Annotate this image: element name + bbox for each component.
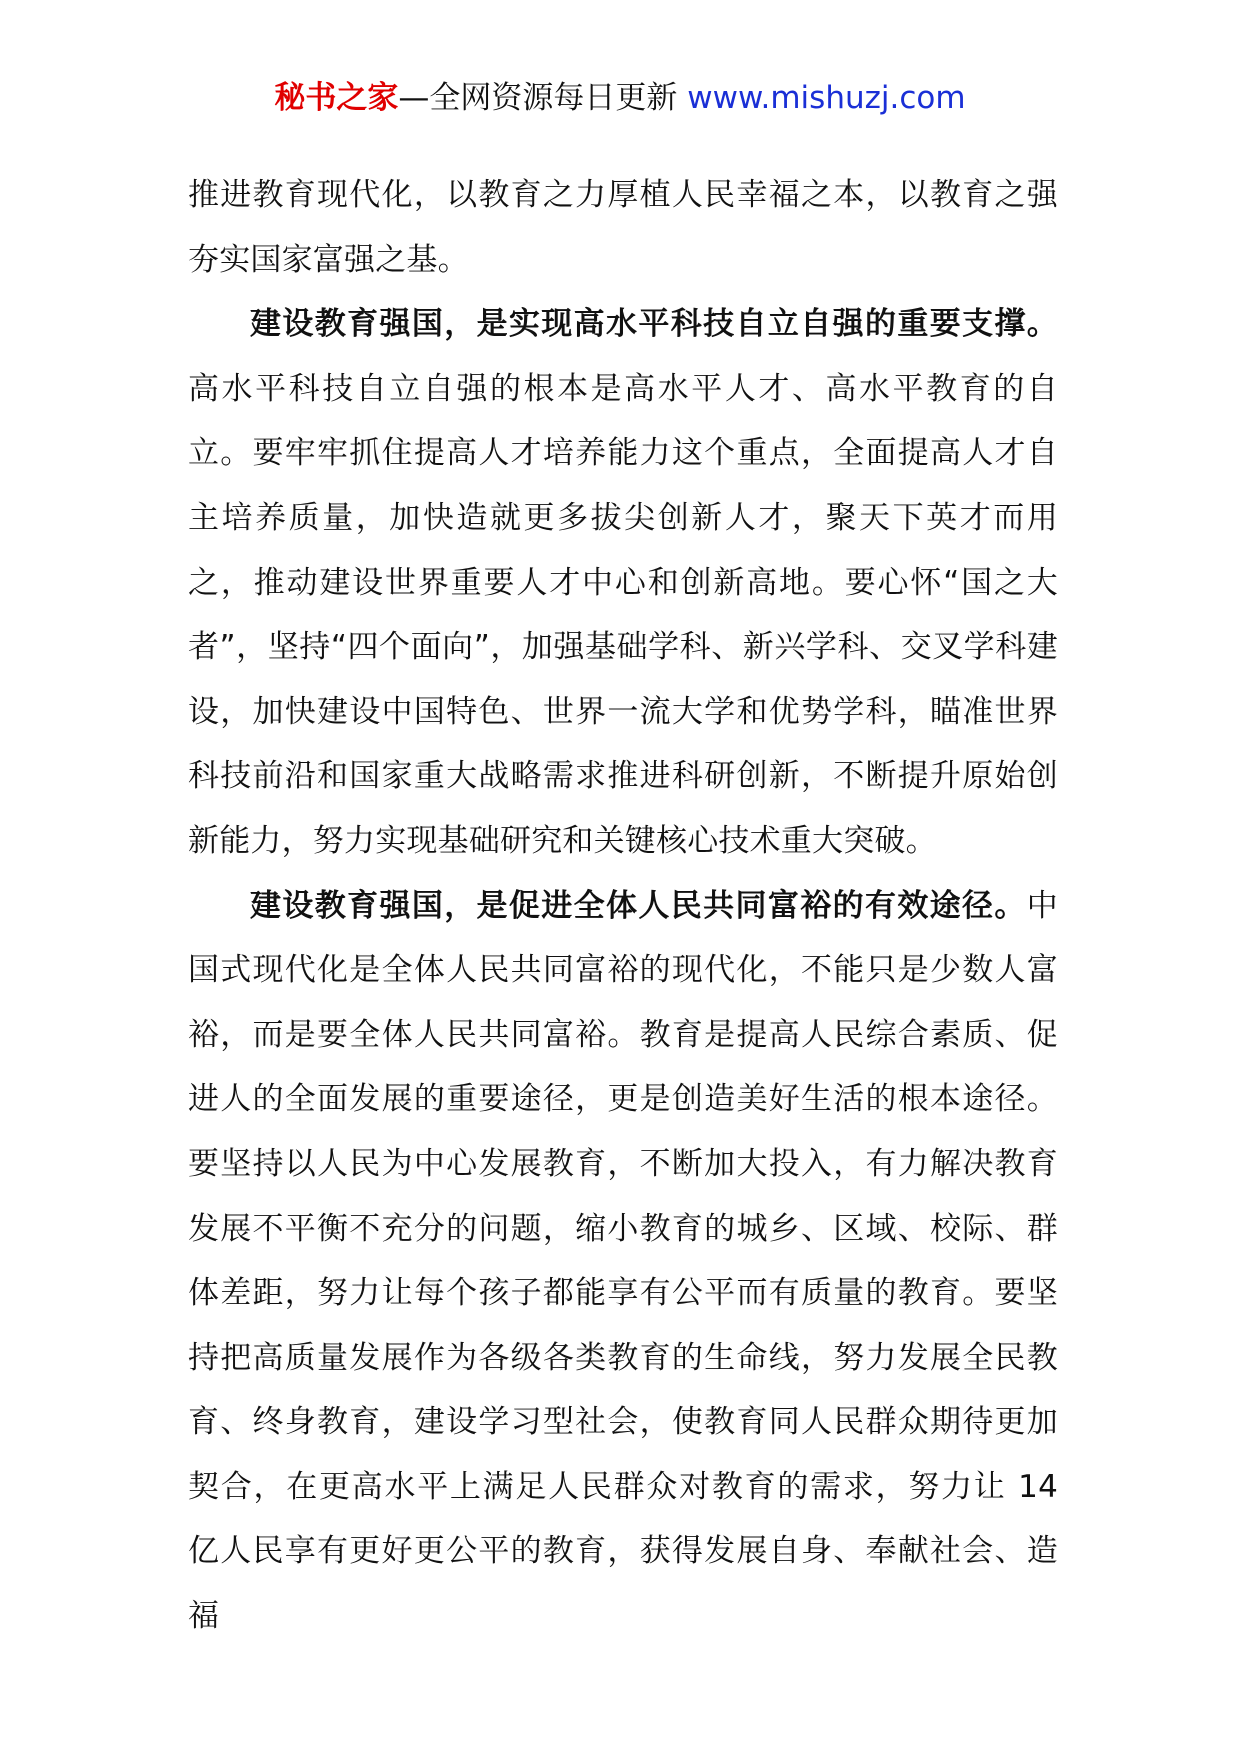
- paragraph-heading: 建设教育强国，是实现高水平科技自立自强的重要支撑。: [250, 306, 1058, 343]
- site-url-link[interactable]: www.mishuzj.com: [687, 80, 966, 116]
- paragraph-text: 推进教育现代化，以教育之力厚植人民幸福之本，以教育之强夯实国家富强之基。: [188, 177, 1058, 278]
- paragraph-heading: 建设教育强国，是促进全体人民共同富裕的有效途径。: [250, 887, 1027, 924]
- paragraph-text: 中国式现代化是全体人民共同富裕的现代化，不能只是少数人富裕，而是要全体人民共同富裕。教育是提高人民综合素质、促进人的全面发展的重要途径，更是创造美好生活的根本途径。要坚持以人民为中心发展教育，不断加大投入，有力解决教育发展不平衡不充分的问题，缩小教育的城乡、区域、校际、群体差距，努力让每个孩子都能享有公平而有质量的教育。要坚持把高质量发展作为各级各类教育的生命线，努力发展全民教育、终身教育，建设学习型社会，使教育同人民群众期待更加契合，在更高水平上满足人民群众对教育的需求，努力让 14 亿人民享有更好更公平的教育，获得发展自身、奉献社会、造福: [188, 887, 1058, 1635]
- paragraph-2: [188, 292, 1058, 873]
- brand-name: 秘书之家: [274, 80, 399, 116]
- site-header: [0, 78, 1240, 118]
- document-body: [188, 163, 1058, 1649]
- header-tagline: —全网资源每日更新: [398, 80, 678, 116]
- paragraph-3: [188, 874, 1058, 1649]
- paragraph-1: [188, 163, 1058, 292]
- paragraph-text: 高水平科技自立自强的根本是高水平人才、高水平教育的自立。要牢牢抓住提高人才培养能力这个重点，全面提高人才自主培养质量，加快造就更多拔尖创新人才，聚天下英才而用之，推动建设世界重要人才中心和创新高地。要心怀“国之大者”，坚持“四个面向”，加强基础学科、新兴学科、交叉学科建设，加快建设中国特色、世界一流大学和优势学科，瞄准世界科技前沿和国家重大战略需求推进科研创新，不断提升原始创新能力，努力实现基础研究和关键核心技术重大突破。: [188, 370, 1058, 859]
